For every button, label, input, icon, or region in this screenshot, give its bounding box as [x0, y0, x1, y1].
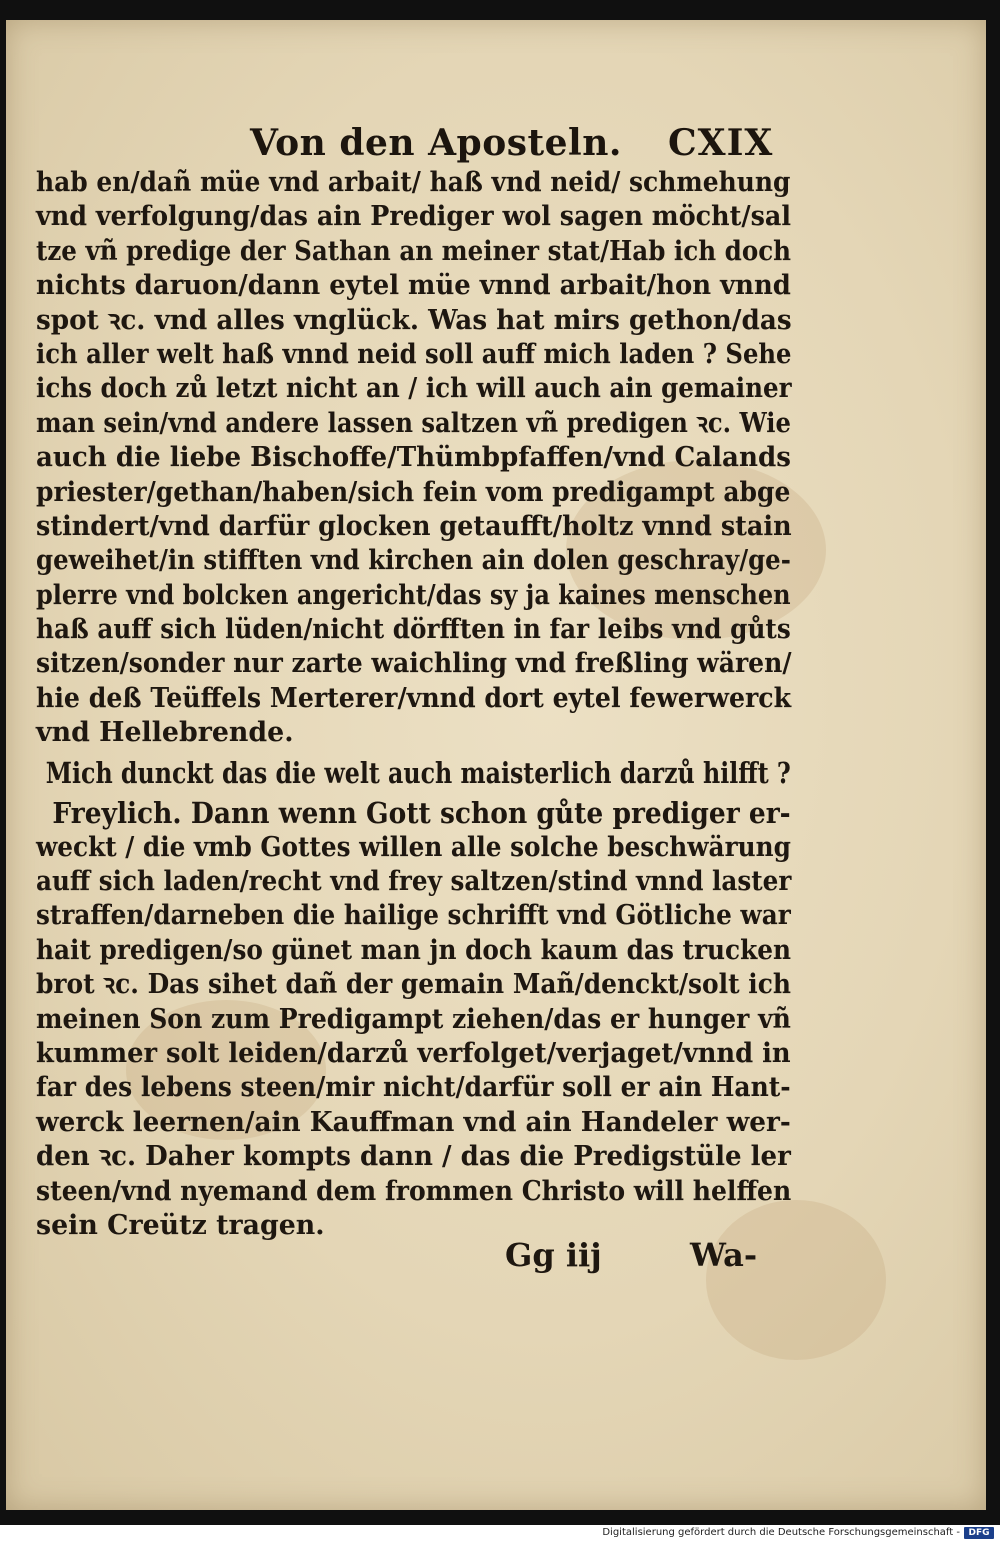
text-line: stindert/vnd darfür glocken getaufft/holtz vnnd stain	[36, 510, 792, 542]
paragraph-1	[36, 166, 796, 751]
text-line: sitzen/sonder nur zarte waichling vnd freßling wären/	[36, 648, 792, 680]
funding-credit: Digitalisierung gefördert durch die Deutsche Forschungsgemeinschaft -	[602, 1527, 960, 1538]
footer-bar	[0, 1525, 1000, 1542]
text-line: haß auff sich lüden/nicht dörfften in far leibs vnd gůts	[36, 614, 791, 646]
text-line: meinen Son zum Predigampt ziehen/das er hunger vñ	[36, 1003, 791, 1035]
text-line: plerre vnd bolcken angericht/das sy ja kaines menschen	[36, 579, 791, 611]
text-line: sein Creütz tragen.	[36, 1209, 325, 1241]
text-line: den ꝛc. Daher kompts dann / das die Predigstüle ler	[36, 1141, 791, 1173]
text-line: weckt / die vmb Gottes willen alle solche beschwärung	[36, 831, 791, 863]
text-line: hait predigen/so günet man jn doch kaum das trucken	[36, 934, 792, 966]
text-line: ichs doch zů letzt nicht an / ich will auch ain gemainer	[36, 373, 792, 405]
text-line: priester/gethan/haben/sich fein vom predigampt abge	[36, 476, 791, 508]
page-text	[36, 166, 796, 1243]
text-line: vnd Hellebrende.	[36, 717, 294, 749]
running-head: Von den Aposteln.	[250, 122, 622, 164]
text-line: straffen/darneben die hailige schrifft vnd Götliche war	[36, 900, 791, 932]
text-line: hie deß Teüffels Merterer/vnnd dort eytel fewerwerck	[36, 682, 792, 714]
question-line: Mich dunckt das die welt auch maisterlich darzů hilfft ?	[45, 755, 791, 790]
text-line: vnd verfolgung/das ain Prediger wol sagen möcht/sal	[36, 201, 792, 233]
text-line: kummer solt leiden/darzů verfolget/verjaget/vnnd in	[36, 1037, 791, 1069]
text-line: auff sich laden/recht vnd frey saltzen/stind vnnd laster	[36, 866, 792, 898]
text-line: far des lebens steen/mir nicht/darfür soll er ain Hant-	[36, 1072, 791, 1104]
text-line: nichts daruon/dann eytel müe vnnd arbait/hon vnnd	[36, 270, 791, 302]
folio-number: CXIX	[668, 122, 774, 164]
text-line: spot ꝛc. vnd alles vnglück. Was hat mirs gethon/das	[36, 304, 792, 336]
paragraph-2	[36, 795, 796, 1244]
text-line: Freylich. Dann wenn Gott schon gůte prediger er-	[52, 795, 791, 830]
dfg-logo: DFG	[964, 1527, 994, 1539]
catchword: Wa-	[690, 1236, 758, 1274]
text-line: geweihet/in stifften vnd kirchen ain dolen geschray/ge-	[36, 545, 791, 577]
text-line: auch die liebe Bischoffe/Thümbpfaffen/vnd Calands	[36, 442, 791, 474]
text-line: man sein/vnd andere lassen saltzen vñ predigen ꝛc. Wie	[36, 407, 791, 439]
text-line: steen/vnd nyemand dem frommen Christo will helffen	[36, 1175, 792, 1207]
text-line: werck leernen/ain Kauffman vnd ain Handeler wer-	[36, 1106, 791, 1138]
text-line: tze vñ predige der Sathan an meiner stat/Hab ich doch	[36, 235, 792, 267]
text-line: hab en/dañ müe vnd arbait/ haß vnd neid/ schmehung	[36, 167, 791, 198]
signature-mark: Gg iij	[505, 1236, 602, 1274]
text-line: brot ꝛc. Das sihet dañ der gemain Mañ/denckt/solt ich	[36, 969, 792, 1001]
text-line: ich aller welt haß vnnd neid soll auff mich laden ? Sehe	[36, 338, 792, 370]
